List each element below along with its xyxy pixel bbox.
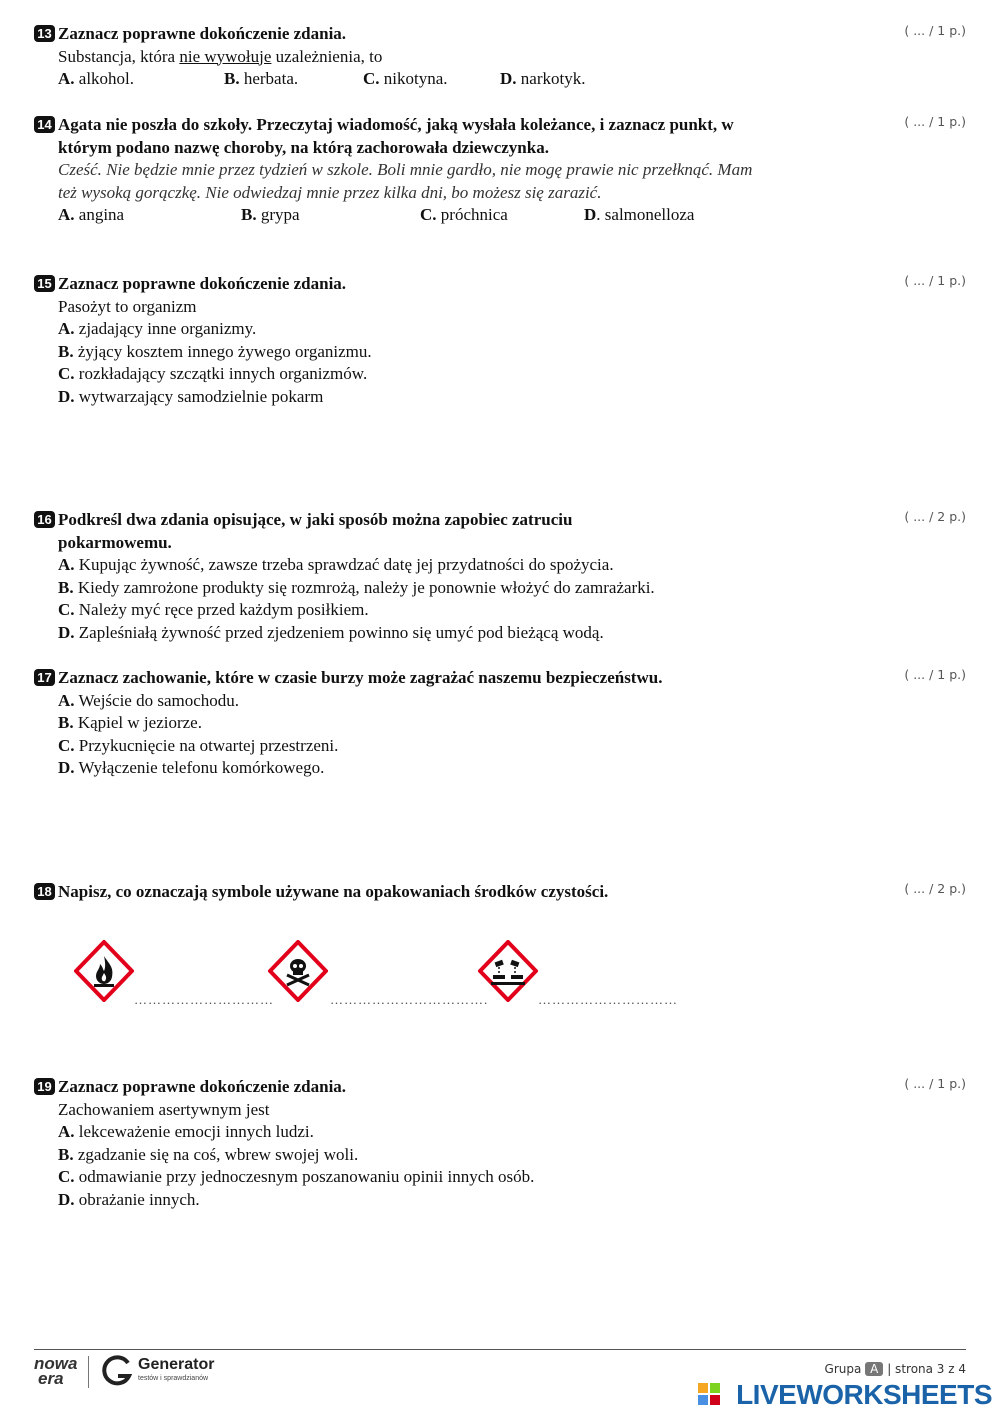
question-stem: Substancja, która nie wywołuje uzależnienia, to	[58, 46, 383, 66]
option-b[interactable]: B. grypa	[241, 205, 300, 224]
option-c[interactable]: C. rozkładający szczątki innych organizmów.	[58, 364, 368, 383]
question-stem: Pasożyt to organizm	[58, 296, 197, 316]
option-b[interactable]: B. Kąpiel w jeziorze.	[58, 713, 202, 732]
answer-blank-3[interactable]: …………………………	[538, 992, 678, 1007]
option-d[interactable]: D. salmonelloza	[584, 205, 695, 224]
question-number: 15	[34, 275, 55, 292]
option-d[interactable]: D. narkotyk.	[500, 69, 586, 88]
generator-title: Generator	[138, 1356, 215, 1373]
flammable-icon	[74, 940, 134, 1002]
options-row	[58, 204, 974, 227]
question-number: 19	[34, 1078, 55, 1095]
points-box: ( ... / 2 p.)	[904, 881, 966, 896]
generator-subtitle: testów i sprawdzianów	[138, 1375, 209, 1382]
answer-blank-1[interactable]: …………………………	[134, 992, 274, 1007]
points-box: ( ... / 1 p.)	[904, 273, 966, 288]
logo-separator	[88, 1356, 89, 1388]
question-title: Zaznacz poprawne dokończenie zdania.	[58, 1077, 347, 1096]
option-c[interactable]: C. próchnica	[420, 205, 508, 224]
option-d[interactable]: D. wytwarzający samodzielnie pokarm	[58, 386, 324, 406]
question-18	[34, 881, 974, 904]
question-number: 13	[34, 25, 55, 42]
footer-divider	[34, 1349, 966, 1350]
option-a[interactable]: A. Kupując żywność, zawsze trzeba sprawdzać datę jej przydatności do spożycia.	[58, 555, 614, 574]
option-c[interactable]: C. Przykucnięcie na otwartej przestrzeni.	[58, 735, 339, 755]
points-box: ( ... / 1 p.)	[904, 667, 966, 682]
answer-blank-2[interactable]: …………………………….	[330, 992, 489, 1007]
question-number: 16	[34, 511, 55, 528]
option-b[interactable]: B. zgadzanie się na coś, wbrew swojej woli.	[58, 1144, 359, 1164]
option-b[interactable]: B. herbata.	[224, 69, 299, 88]
question-title: Zaznacz poprawne dokończenie zdania.	[58, 274, 347, 293]
message-text: Cześć. Nie będzie mnie przez tydzień w szkole. Boli mnie gardło, nie mogę prawie nic przełknąć. Mam też wysoką gorączkę. Nie odwiedzaj mnie przez kilka dni, bo możesz się zarazić.	[58, 160, 753, 202]
question-number: 18	[34, 883, 55, 900]
question-16	[34, 509, 974, 644]
question-title: Zaznacz poprawne dokończenie zdania.	[58, 24, 347, 43]
option-b[interactable]: B. żyjący kosztem innego żywego organizmu.	[58, 341, 372, 361]
option-c[interactable]: C. nikotyna.	[363, 69, 448, 88]
question-title: Podkreśl dwa zdania opisujące, w jaki sposób można zapobiec zatruciu pokarmowemu.	[58, 510, 573, 552]
group-badge: A	[865, 1362, 883, 1376]
question-15	[34, 273, 974, 408]
question-17	[34, 667, 974, 780]
question-number: 14	[34, 116, 55, 133]
question-title: Napisz, co oznaczają symbole używane na opakowaniach środków czystości.	[58, 882, 609, 901]
option-a[interactable]: A. Wejście do samochodu.	[58, 690, 240, 710]
option-d[interactable]: D. Zapleśniałą żywność przed zjedzeniem powinno się umyć pod bieżącą wodą.	[58, 622, 604, 642]
option-d[interactable]: D. obrażanie innych.	[58, 1189, 200, 1209]
group-info: Grupa A | strona 3 z 4	[824, 1362, 966, 1376]
generator-g-icon	[100, 1354, 134, 1388]
option-a[interactable]: A. zjadający inne organizmy.	[58, 319, 257, 338]
options-row	[58, 68, 974, 91]
option-d[interactable]: D. Wyłączenie telefonu komórkowego.	[58, 758, 325, 777]
liveworksheets-logo-icon	[698, 1383, 720, 1405]
points-box: ( ... / 1 p.)	[904, 1076, 966, 1091]
points-box: ( ... / 1 p.)	[904, 23, 966, 38]
question-14	[34, 114, 974, 227]
option-a[interactable]: A. alkohol.	[58, 69, 135, 88]
question-stem: Zachowaniem asertywnym jest	[58, 1099, 270, 1119]
question-title: Zaznacz zachowanie, które w czasie burzy może zagrażać naszemu bezpieczeństwu.	[58, 668, 663, 687]
corrosive-icon	[478, 940, 538, 1002]
toxic-skull-icon	[268, 940, 328, 1002]
question-13	[34, 23, 974, 91]
option-a[interactable]: A. angina	[58, 205, 125, 224]
option-c[interactable]: C. Należy myć ręce przed każdym posiłkiem.	[58, 600, 369, 619]
option-c[interactable]: C. odmawianie przy jednoczesnym poszanowaniu opinii innych osób.	[58, 1167, 535, 1186]
page-info: | strona 3 z 4	[887, 1362, 966, 1376]
points-box: ( ... / 1 p.)	[904, 114, 966, 129]
option-b[interactable]: B. Kiedy zamrożone produkty się rozmrożą, należy je ponownie włożyć do zamrażarki.	[58, 577, 655, 597]
question-19	[34, 1076, 974, 1211]
liveworksheets-watermark: LIVEWORKSHEETS	[736, 1379, 992, 1410]
points-box: ( ... / 2 p.)	[904, 509, 966, 524]
question-number: 17	[34, 669, 55, 686]
nowa-era-logo: nowa era	[34, 1354, 78, 1388]
question-title: Agata nie poszła do szkoły. Przeczytaj wiadomość, jaką wysłała koleżance, i zaznacz punkt, w którym podano nazwę choroby, na którą zachorowała dziewczynka.	[58, 115, 734, 157]
option-a[interactable]: A. lekceważenie emocji innych ludzi.	[58, 1122, 314, 1141]
